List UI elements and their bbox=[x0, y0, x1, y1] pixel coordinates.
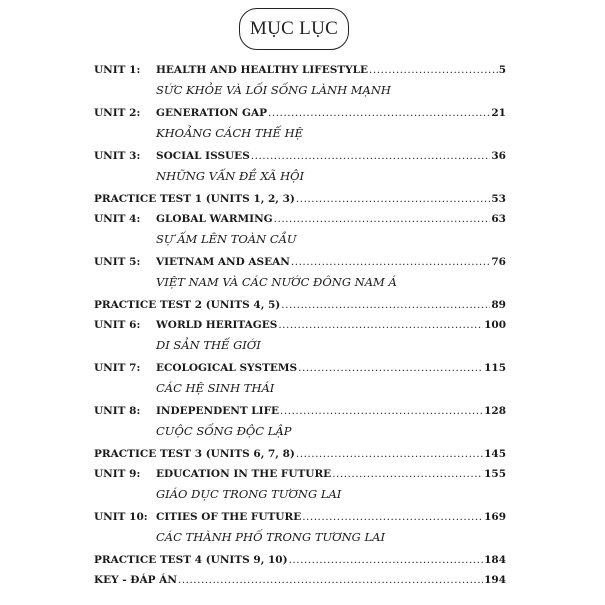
entry-subtitle-vietnamese: DI SẢN THẾ GIỚI bbox=[156, 338, 261, 352]
page-number: 53 bbox=[491, 193, 506, 205]
dot-leader bbox=[369, 64, 498, 76]
entry-title: KEY - ĐÁP ÁN bbox=[94, 574, 177, 586]
dot-leader bbox=[302, 511, 483, 523]
dot-leader bbox=[268, 107, 490, 119]
dot-leader bbox=[178, 574, 483, 586]
toc-entry-line bbox=[94, 193, 506, 214]
toc-unit-entry bbox=[94, 64, 506, 107]
entry-title: INDEPENDENT LIFE bbox=[156, 405, 280, 417]
toc-entry-line bbox=[94, 64, 506, 85]
dot-leader bbox=[280, 405, 483, 417]
entry-title: EDUCATION IN THE FUTURE bbox=[156, 468, 332, 480]
unit-number: UNIT 6: bbox=[94, 319, 141, 331]
entry-title: WORLD HERITAGES bbox=[156, 319, 278, 331]
entry-subtitle-vietnamese: CÁC THÀNH PHỐ TRONG TƯƠNG LAI bbox=[156, 530, 386, 544]
toc-entry bbox=[94, 448, 506, 468]
page-number: 194 bbox=[484, 574, 506, 586]
page-number: 128 bbox=[484, 405, 506, 417]
table-of-contents bbox=[94, 64, 506, 594]
entry-subtitle-vietnamese: NHỮNG VẤN ĐỀ XÃ HỘI bbox=[156, 169, 305, 183]
toc-entry-line bbox=[94, 107, 506, 128]
page-number: 115 bbox=[484, 362, 506, 374]
toc-entry-line bbox=[94, 319, 506, 340]
toc-entry-line bbox=[94, 256, 506, 277]
unit-number: UNIT 4: bbox=[94, 213, 141, 225]
dot-leader bbox=[281, 299, 490, 311]
toc-entry-line bbox=[94, 150, 506, 171]
entry-title: SOCIAL ISSUES bbox=[156, 150, 250, 162]
toc-entry bbox=[94, 574, 506, 594]
unit-number: UNIT 3: bbox=[94, 150, 141, 162]
entry-subtitle-vietnamese: GIÁO DỤC TRONG TƯƠNG LAI bbox=[156, 487, 342, 501]
toc-entry bbox=[94, 299, 506, 319]
unit-number: UNIT 1: bbox=[94, 64, 141, 76]
entry-title: GENERATION GAP bbox=[156, 107, 268, 119]
entry-title: CITIES OF THE FUTURE bbox=[156, 511, 302, 523]
toc-unit-entry bbox=[94, 150, 506, 193]
toc-entry bbox=[94, 193, 506, 213]
toc-unit-entry bbox=[94, 405, 506, 448]
dot-leader bbox=[332, 468, 483, 480]
page-number: 36 bbox=[491, 150, 506, 162]
toc-entry-line bbox=[94, 213, 506, 234]
page-number: 145 bbox=[484, 448, 506, 460]
toc-entry-line bbox=[94, 448, 506, 469]
entry-subtitle-vietnamese: SỨC KHỎE VÀ LỐI SỐNG LÀNH MẠNH bbox=[156, 83, 391, 97]
unit-number: UNIT 2: bbox=[94, 107, 141, 119]
entry-subtitle-vietnamese: CUỘC SỐNG ĐỘC LẬP bbox=[156, 424, 292, 438]
entry-title: PRACTICE TEST 1 (UNITS 1, 2, 3) bbox=[94, 193, 295, 205]
dot-leader bbox=[289, 554, 483, 566]
entry-subtitle-vietnamese: VIỆT NAM VÀ CÁC NƯỚC ĐÔNG NAM Á bbox=[156, 275, 397, 289]
page-number: 184 bbox=[484, 554, 506, 566]
toc-unit-entry bbox=[94, 107, 506, 150]
entry-title: VIETNAM AND ASEAN bbox=[156, 256, 290, 268]
toc-entry-line bbox=[94, 405, 506, 426]
toc-entry-line bbox=[94, 468, 506, 489]
dot-leader bbox=[298, 362, 483, 374]
unit-number: UNIT 10: bbox=[94, 511, 148, 523]
page-title: MỤC LỤC bbox=[239, 8, 349, 50]
unit-number: UNIT 7: bbox=[94, 362, 141, 374]
entry-subtitle-vietnamese: SỰ ẤM LÊN TOÀN CẦU bbox=[156, 232, 297, 246]
dot-leader bbox=[251, 150, 491, 162]
entry-title: GLOBAL WARMING bbox=[156, 213, 273, 225]
page-number: 155 bbox=[484, 468, 506, 480]
entry-title: PRACTICE TEST 4 (UNITS 9, 10) bbox=[94, 554, 288, 566]
toc-entry-line bbox=[94, 574, 506, 595]
toc-unit-entry bbox=[94, 362, 506, 405]
dot-leader bbox=[291, 256, 490, 268]
page-number: 76 bbox=[491, 256, 506, 268]
toc-entry-line bbox=[94, 299, 506, 320]
page-number: 21 bbox=[491, 107, 506, 119]
dot-leader bbox=[296, 193, 490, 205]
page-number: 5 bbox=[498, 64, 506, 76]
toc-entry-line bbox=[94, 554, 506, 575]
toc-unit-entry bbox=[94, 256, 506, 299]
page-number: 89 bbox=[491, 299, 506, 311]
toc-entry-line bbox=[94, 511, 506, 532]
entry-subtitle-vietnamese: CÁC HỆ SINH THÁI bbox=[156, 381, 275, 395]
dot-leader bbox=[296, 448, 483, 460]
unit-number: UNIT 5: bbox=[94, 256, 141, 268]
entry-title: HEALTH AND HEALTHY LIFESTYLE bbox=[156, 64, 369, 76]
entry-title: PRACTICE TEST 3 (UNITS 6, 7, 8) bbox=[94, 448, 295, 460]
unit-number: UNIT 9: bbox=[94, 468, 141, 480]
unit-number: UNIT 8: bbox=[94, 405, 141, 417]
toc-entry bbox=[94, 554, 506, 574]
page-number: 100 bbox=[484, 319, 506, 331]
toc-entry-line bbox=[94, 362, 506, 383]
toc-unit-entry bbox=[94, 213, 506, 256]
page-number: 63 bbox=[491, 213, 506, 225]
toc-unit-entry bbox=[94, 319, 506, 362]
page-number: 169 bbox=[484, 511, 506, 523]
entry-title: PRACTICE TEST 2 (UNITS 4, 5) bbox=[94, 299, 281, 311]
toc-unit-entry bbox=[94, 468, 506, 511]
entry-subtitle-vietnamese: KHOẢNG CÁCH THẾ HỆ bbox=[156, 126, 304, 140]
dot-leader bbox=[274, 213, 491, 225]
toc-unit-entry bbox=[94, 511, 506, 554]
dot-leader bbox=[278, 319, 483, 331]
entry-title: ECOLOGICAL SYSTEMS bbox=[156, 362, 298, 374]
